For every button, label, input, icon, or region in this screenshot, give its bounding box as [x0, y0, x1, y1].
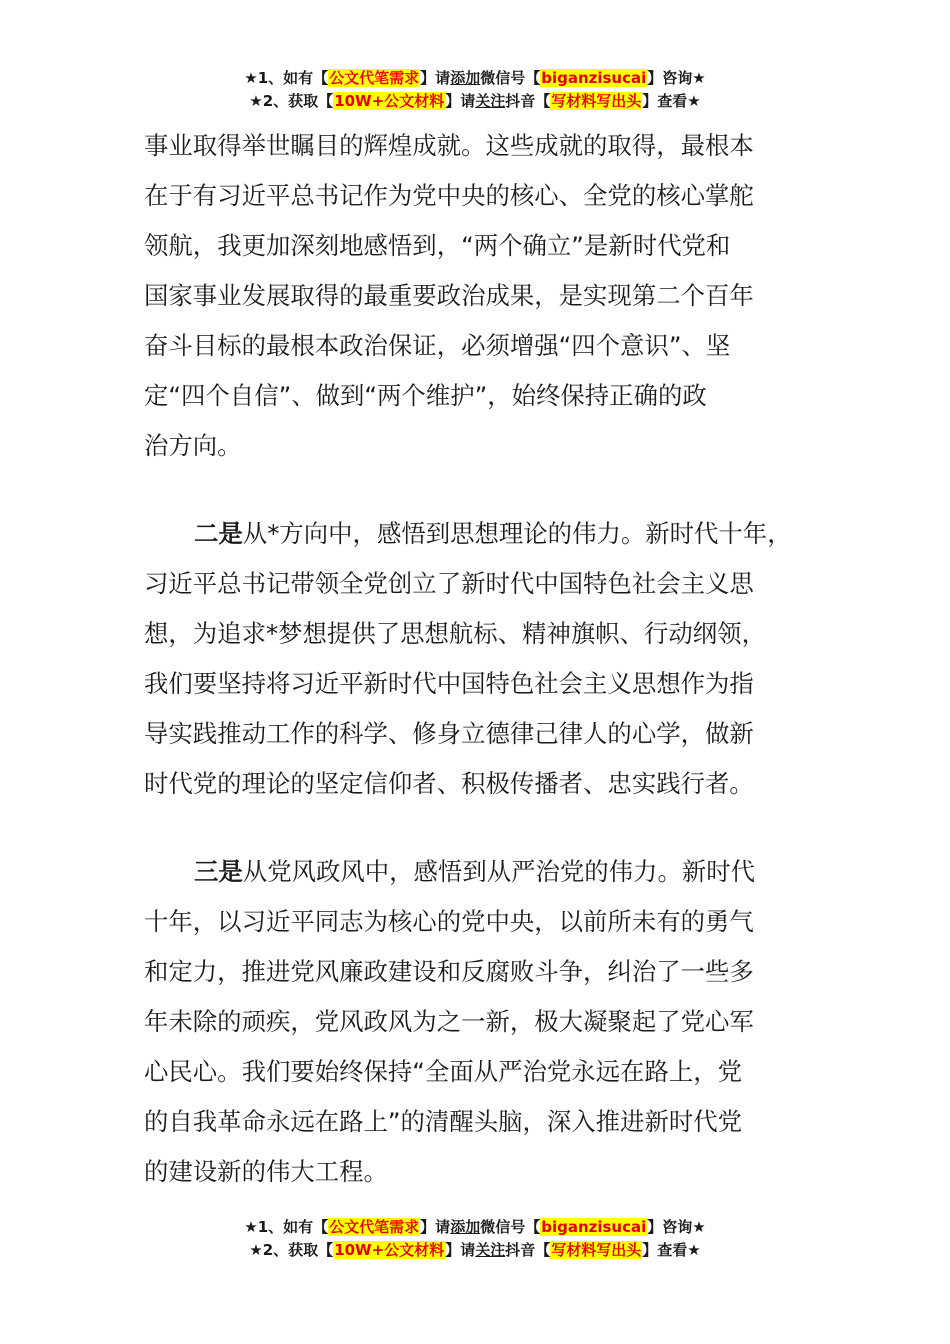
- banner-highlight-materials: 10W+公文材料: [334, 92, 445, 110]
- paragraph-2: [144, 509, 824, 809]
- text-line: 心民心。我们要始终保持“全面从严治党永远在路上，党: [144, 1057, 743, 1086]
- text-line: 国家事业发展取得的最重要政治成果，是实现第二个百年: [144, 281, 754, 310]
- text-line: 习近平总书记带领全党创立了新时代中国特色社会主义思: [144, 569, 754, 598]
- text-line: 年未除的顽疾，党风政风为之一新，极大凝聚起了党心军: [144, 1007, 754, 1036]
- banner-line-2: ★2、获取【10W+公文材料】请关注抖音【写材料写出头】查看★: [249, 92, 701, 110]
- paragraph-1: [144, 121, 824, 471]
- text-line: 时代党的理论的坚定信仰者、积极传播者、忠实践行者。: [144, 769, 754, 798]
- top-banner: [0, 67, 950, 113]
- banner-highlight-wechat-id: biganzisucai: [541, 1218, 647, 1236]
- text-line: 事业取得举世瞩目的辉煌成就。这些成就的取得，最根本: [144, 131, 754, 160]
- text-line-first: 三是从党风政风中，感悟到从严治党的伟力。新时代: [194, 857, 756, 886]
- banner-line-1: ★1、如有【公文代笔需求】请添加微信号【biganzisucai】咨询★: [244, 1218, 706, 1236]
- text-line: 领航，我更加深刻地感悟到，“两个确立”是新时代党和: [144, 231, 731, 260]
- bottom-banner: [0, 1216, 950, 1262]
- text-line: 我们要坚持将习近平新时代中国特色社会主义思想作为指: [144, 669, 754, 698]
- banner-highlight-materials: 10W+公文材料: [334, 1241, 445, 1259]
- paragraph-3: [144, 847, 824, 1197]
- paragraph-lead: 二是: [194, 519, 243, 548]
- text-line: 导实践推动工作的科学、修身立德律己律人的心学，做新: [144, 719, 754, 748]
- banner-highlight-service: 公文代笔需求: [329, 69, 420, 87]
- banner-highlight-douyin: 写材料写出头: [551, 1241, 642, 1259]
- banner-line-2: ★2、获取【10W+公文材料】请关注抖音【写材料写出头】查看★: [249, 1241, 701, 1259]
- text-line: 的建设新的伟大工程。: [144, 1157, 388, 1186]
- text-line: 的自我革命永远在路上”的清醒头脑，深入推进新时代党: [144, 1107, 743, 1136]
- document-body: [144, 121, 824, 1197]
- text-line-first: 二是从*方向中，感悟到思想理论的伟力。新时代十年，: [194, 519, 792, 548]
- banner-highlight-wechat-id: biganzisucai: [541, 69, 647, 87]
- text-line: 想，为追求*梦想提供了思想航标、精神旗帜、行动纲领，: [144, 619, 766, 648]
- paragraph-lead: 三是: [194, 857, 243, 886]
- banner-highlight-douyin: 写材料写出头: [551, 92, 642, 110]
- text-line: 治方向。: [144, 431, 242, 460]
- text-line: 定“四个自信”、做到“两个维护”，始终保持正确的政: [144, 381, 707, 410]
- banner-line-1: ★1、如有【公文代笔需求】请添加微信号【biganzisucai】咨询★: [244, 69, 706, 87]
- text-line: 在于有习近平总书记作为党中央的核心、全党的核心掌舵: [144, 181, 754, 210]
- text-line: 和定力，推进党风廉政建设和反腐败斗争，纠治了一些多: [144, 957, 754, 986]
- text-line: 十年，以习近平同志为核心的党中央，以前所未有的勇气: [144, 907, 754, 936]
- banner-highlight-service: 公文代笔需求: [329, 1218, 420, 1236]
- text-line: 奋斗目标的最根本政治保证，必须增强“四个意识”、坚: [144, 331, 731, 360]
